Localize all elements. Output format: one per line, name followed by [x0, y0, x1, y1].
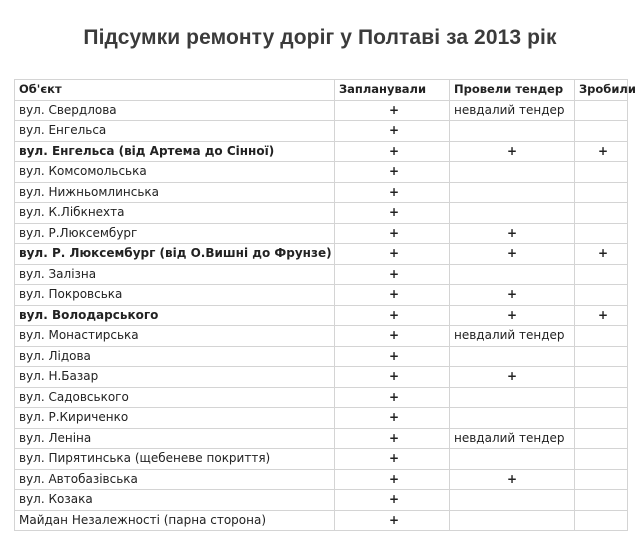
planned-cell: +: [335, 326, 450, 347]
table-row: [15, 326, 628, 347]
tender-cell: +: [450, 244, 575, 265]
tender-cell: +: [450, 285, 575, 306]
planned-cell: +: [335, 469, 450, 490]
object-cell: вул. К.Лібкнехта: [15, 203, 335, 224]
planned-cell: +: [335, 285, 450, 306]
object-cell: вул. Лідова: [15, 346, 335, 367]
table-row: [15, 346, 628, 367]
object-cell: вул. Леніна: [15, 428, 335, 449]
object-cell: вул. Козака: [15, 490, 335, 511]
table-row: [15, 428, 628, 449]
done-cell: [575, 121, 628, 142]
object-cell: вул. Садовського: [15, 387, 335, 408]
tender-cell: [450, 182, 575, 203]
done-cell: [575, 387, 628, 408]
header-object: Об'єкт: [15, 80, 335, 101]
object-cell: вул. Р. Люксембург (від О.Вишні до Фрунзе): [15, 244, 335, 265]
table-row: [15, 223, 628, 244]
tender-cell: невдалий тендер: [450, 326, 575, 347]
done-cell: [575, 490, 628, 511]
tender-cell: [450, 264, 575, 285]
object-cell: вул. Нижньомлинська: [15, 182, 335, 203]
tender-cell: [450, 408, 575, 429]
table-row: [15, 490, 628, 511]
object-cell: вул. Енгельса (від Артема до Сінної): [15, 141, 335, 162]
header-tender: Провели тендер: [450, 80, 575, 101]
planned-cell: +: [335, 162, 450, 183]
tender-cell: [450, 387, 575, 408]
table-row: [15, 244, 628, 265]
header-planned: Запланували: [335, 80, 450, 101]
object-cell: вул. Монастирська: [15, 326, 335, 347]
object-cell: вул. Свердлова: [15, 100, 335, 121]
tender-cell: [450, 162, 575, 183]
planned-cell: +: [335, 428, 450, 449]
tender-cell: +: [450, 367, 575, 388]
done-cell: +: [575, 141, 628, 162]
done-cell: [575, 449, 628, 470]
done-cell: +: [575, 305, 628, 326]
object-cell: вул. Р.Люксембург: [15, 223, 335, 244]
table-row: [15, 387, 628, 408]
table-row: [15, 141, 628, 162]
table-row: [15, 285, 628, 306]
table-row: [15, 264, 628, 285]
done-cell: [575, 367, 628, 388]
tender-cell: [450, 346, 575, 367]
object-cell: вул. Комсомольська: [15, 162, 335, 183]
tender-cell: [450, 121, 575, 142]
planned-cell: +: [335, 346, 450, 367]
done-cell: [575, 100, 628, 121]
planned-cell: +: [335, 510, 450, 531]
repair-summary-table: [14, 79, 636, 531]
done-cell: [575, 326, 628, 347]
tender-cell: невдалий тендер: [450, 100, 575, 121]
object-cell: Майдан Незалежності (парна сторона): [15, 510, 335, 531]
object-cell: вул. Енгельса: [15, 121, 335, 142]
done-cell: [575, 408, 628, 429]
done-cell: [575, 203, 628, 224]
object-cell: вул. Володарського: [15, 305, 335, 326]
object-cell: вул. Автобазівська: [15, 469, 335, 490]
tender-cell: [450, 203, 575, 224]
object-cell: вул. Пирятинська (щебеневе покриття): [15, 449, 335, 470]
planned-cell: +: [335, 449, 450, 470]
table-row: [15, 182, 628, 203]
done-cell: [575, 510, 628, 531]
tender-cell: [450, 449, 575, 470]
planned-cell: +: [335, 100, 450, 121]
done-cell: [575, 264, 628, 285]
object-cell: вул. Н.Базар: [15, 367, 335, 388]
done-cell: [575, 162, 628, 183]
done-cell: +: [575, 244, 628, 265]
planned-cell: +: [335, 387, 450, 408]
table-row: [15, 510, 628, 531]
done-cell: [575, 346, 628, 367]
planned-cell: +: [335, 408, 450, 429]
done-cell: [575, 223, 628, 244]
planned-cell: +: [335, 367, 450, 388]
page-title: Підсумки ремонту доріг у Полтаві за 2013 рік: [83, 26, 557, 49]
table-row: [15, 100, 628, 121]
planned-cell: +: [335, 121, 450, 142]
planned-cell: +: [335, 490, 450, 511]
done-cell: [575, 428, 628, 449]
tender-cell: невдалий тендер: [450, 428, 575, 449]
planned-cell: +: [335, 182, 450, 203]
object-cell: вул. Залізна: [15, 264, 335, 285]
tender-cell: +: [450, 469, 575, 490]
planned-cell: +: [335, 203, 450, 224]
table-row: [15, 367, 628, 388]
tender-cell: +: [450, 223, 575, 244]
table-row: [15, 449, 628, 470]
object-cell: вул. Р.Кириченко: [15, 408, 335, 429]
table-body: [15, 100, 628, 531]
planned-cell: +: [335, 244, 450, 265]
table-row: [15, 203, 628, 224]
header-done: Зробили: [575, 80, 628, 101]
done-cell: [575, 182, 628, 203]
table-row: [15, 162, 628, 183]
done-cell: [575, 285, 628, 306]
done-cell: [575, 469, 628, 490]
planned-cell: +: [335, 305, 450, 326]
tender-cell: +: [450, 141, 575, 162]
tender-cell: [450, 490, 575, 511]
table-row: [15, 469, 628, 490]
tender-cell: [450, 510, 575, 531]
table-row: [15, 121, 628, 142]
tender-cell: +: [450, 305, 575, 326]
planned-cell: +: [335, 264, 450, 285]
table-row: [15, 305, 628, 326]
object-cell: вул. Покровська: [15, 285, 335, 306]
planned-cell: +: [335, 141, 450, 162]
table-row: [15, 408, 628, 429]
table-header-row: [15, 80, 628, 101]
planned-cell: +: [335, 223, 450, 244]
